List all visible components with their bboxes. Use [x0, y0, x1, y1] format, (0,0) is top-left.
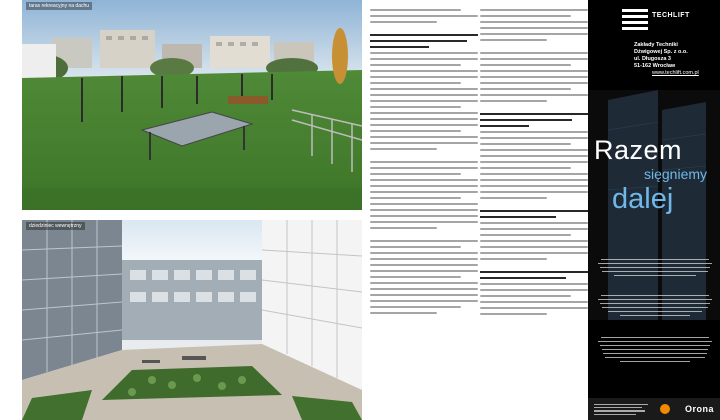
ad-body-paragraph-2: [596, 292, 714, 319]
ad-body-paragraph-3: [596, 334, 714, 365]
techlift-logo-icon: [618, 4, 652, 38]
article-column-left: [370, 6, 478, 416]
techlift-advertisement[interactable]: [588, 0, 720, 420]
ad-footer-contact: [594, 402, 654, 417]
ad-brand-name: TECHLIFT: [652, 12, 690, 19]
ad-body-paragraph-1: [596, 256, 714, 279]
ad-partner-logo: Orona: [684, 404, 714, 414]
ad-subline-2: dalej: [612, 183, 674, 215]
article-column-right: [480, 6, 588, 416]
photo-caption: taras rekreacyjny na dachu: [26, 2, 92, 10]
ad-subline-1: sięgniemy: [644, 166, 708, 182]
ad-company-address: Zakłady Techniki Dźwigowej Sp. z o.o. ul. Długosza 3 51-162 Wrocław: [634, 42, 688, 69]
ad-headline: Razem: [594, 135, 683, 165]
rooftop-terrace-photo: [22, 0, 362, 210]
courtyard-photo: [22, 220, 362, 420]
photo-caption: dziedziniec wewnętrzny: [26, 222, 85, 230]
ad-website-link[interactable]: www.techlift.com.pl: [652, 70, 699, 76]
orona-logo-icon: [660, 404, 670, 414]
